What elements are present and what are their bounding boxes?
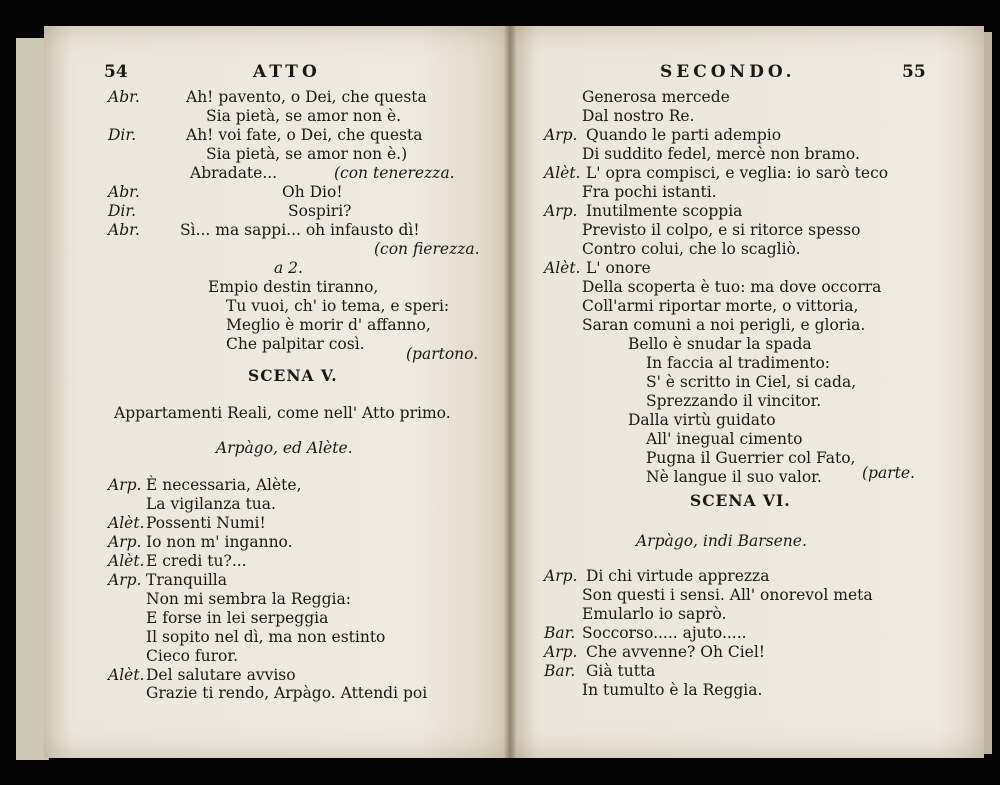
left-text-line-19: È necessaria, Alète, — [146, 476, 302, 494]
left-text-line-16: SCENA V. — [248, 366, 338, 385]
right-text-line-26: Emularlo io saprò. — [582, 605, 727, 623]
left-speaker-8: Abr. — [108, 221, 140, 239]
left-speaker-19: Arp. — [108, 476, 142, 494]
right-text-line-8: Contro colui, che lo scagliò. — [582, 240, 801, 258]
left-text-line-27: Il sopito nel dì, ma non estinto — [146, 628, 386, 646]
left-speaker-29: Alèt. — [108, 666, 145, 684]
page-number-right: 55 — [902, 62, 926, 82]
left-text-line-22: Io non m' inganno. — [146, 533, 293, 551]
left-text-line-5: (con tenerezza. — [334, 164, 455, 182]
right-text-line-23: Arpàgo, indi Barsene. — [636, 532, 807, 550]
left-text-line-1: Sia pietà, se amor non è. — [206, 107, 402, 125]
left-text-line-4: Abradate... — [190, 164, 278, 182]
right-text-line-24: Di chi virtude apprezza — [586, 567, 770, 585]
left-text-line-13: Meglio è morir d' affanno, — [226, 316, 431, 334]
left-text-line-18: Arpàgo, ed Alète. — [216, 439, 353, 457]
left-text-line-10: a 2. — [274, 259, 303, 277]
right-text-line-18: All' inegual cimento — [646, 430, 803, 448]
left-speaker-0: Abr. — [108, 88, 140, 106]
left-text-line-11: Empio destin tiranno, — [208, 278, 379, 296]
right-text-line-25: Son questi i sensi. All' onorevol meta — [582, 586, 873, 604]
left-speaker-6: Abr. — [108, 183, 140, 201]
right-speaker-2: Arp. — [544, 126, 578, 144]
right-text-line-30: In tumulto è la Reggia. — [582, 681, 763, 699]
page-number-left: 54 — [104, 62, 128, 82]
left-text-line-24: Tranquilla — [146, 571, 227, 589]
left-text-line-3: Sia pietà, se amor non è.) — [206, 145, 408, 163]
right-text-line-28: Che avvenne? Oh Ciel! — [586, 643, 766, 661]
right-text-line-15: S' è scritto in Ciel, si cada, — [646, 373, 857, 391]
left-text-line-7: Sospiri? — [288, 202, 352, 220]
left-text-line-26: E forse in lei serpeggia — [146, 609, 329, 627]
left-text-line-8: Sì... ma sappi... oh infausto dì! — [180, 221, 420, 239]
left-text-line-15: (partono. — [406, 345, 479, 363]
left-speaker-23: Alèt. — [108, 552, 145, 570]
left-text-line-23: E credi tu?... — [146, 552, 247, 570]
running-head-right: SECONDO. — [660, 62, 796, 82]
right-text-line-14: In faccia al tradimento: — [646, 354, 831, 372]
left-speaker-21: Alèt. — [108, 514, 145, 532]
left-text-line-2: Ah! voi fate, o Dei, che questa — [186, 126, 423, 144]
right-text-line-1: Dal nostro Re. — [582, 107, 695, 125]
left-text-line-17: Appartamenti Reali, come nell' Atto primo. — [114, 404, 451, 422]
left-text-line-20: La vigilanza tua. — [146, 495, 276, 513]
right-text-line-6: Inutilmente scoppia — [586, 202, 743, 220]
right-speaker-28: Arp. — [544, 643, 578, 661]
right-text-line-19: Pugna il Guerrier col Fato, — [646, 449, 856, 467]
right-text-line-20: Nè langue il suo valor. — [646, 468, 822, 486]
left-text-line-28: Cieco furor. — [146, 647, 239, 665]
right-text-line-13: Bello è snudar la spada — [628, 335, 812, 353]
right-text-line-12: Saran comuni a noi perigli, e gloria. — [582, 316, 866, 334]
right-speaker-9: Alèt. — [544, 259, 581, 277]
right-text-line-11: Coll'armi riportar morte, o vittoria, — [582, 297, 859, 315]
left-text-line-30: Grazie ti rendo, Arpàgo. Attendi poi — [146, 684, 428, 702]
left-speaker-24: Arp. — [108, 571, 142, 589]
left-text-line-12: Tu vuoi, ch' io tema, e speri: — [226, 297, 450, 315]
right-text-line-17: Dalla virtù guidato — [628, 411, 776, 429]
right-text-line-5: Fra pochi istanti. — [582, 183, 717, 201]
right-text-line-3: Di suddito fedel, mercè non bramo. — [582, 145, 860, 163]
left-text-line-21: Possenti Numi! — [146, 514, 266, 532]
left-speaker-22: Arp. — [108, 533, 142, 551]
left-text-line-6: Oh Dio! — [282, 183, 343, 201]
left-text-line-29: Del salutare avviso — [146, 666, 296, 684]
right-text-line-16: Sprezzando il vincitor. — [646, 392, 822, 410]
book-gutter — [504, 26, 516, 758]
left-text-line-14: Che palpitar così. — [226, 335, 365, 353]
right-text-line-7: Previsto il colpo, e si ritorce spesso — [582, 221, 861, 239]
right-speaker-24: Arp. — [544, 567, 578, 585]
left-text-line-25: Non mi sembra la Reggia: — [146, 590, 351, 608]
right-text-line-10: Della scoperta è tuo: ma dove occorra — [582, 278, 882, 296]
right-text-line-9: L' onore — [586, 259, 651, 277]
left-speaker-2: Dir. — [108, 126, 137, 144]
right-text-line-4: L' opra compisci, e veglia: io sarò teco — [586, 164, 889, 182]
left-text-line-0: Ah! pavento, o Dei, che questa — [186, 88, 427, 106]
right-speaker-27: Bar. — [544, 624, 576, 642]
left-speaker-7: Dir. — [108, 202, 137, 220]
right-text-line-29: Già tutta — [586, 662, 656, 680]
right-text-line-0: Generosa mercede — [582, 88, 730, 106]
right-text-line-22: SCENA VI. — [690, 491, 791, 510]
right-speaker-4: Alèt. — [544, 164, 581, 182]
right-speaker-6: Arp. — [544, 202, 578, 220]
running-head-left: ATTO — [253, 62, 321, 82]
right-text-line-27: Soccorso..... ajuto..... — [582, 624, 747, 642]
left-text-line-9: (con fierezza. — [374, 240, 480, 258]
right-speaker-29: Bar. — [544, 662, 576, 680]
right-text-line-2: Quando le parti adempio — [586, 126, 782, 144]
right-text-line-21: (parte. — [862, 464, 915, 482]
